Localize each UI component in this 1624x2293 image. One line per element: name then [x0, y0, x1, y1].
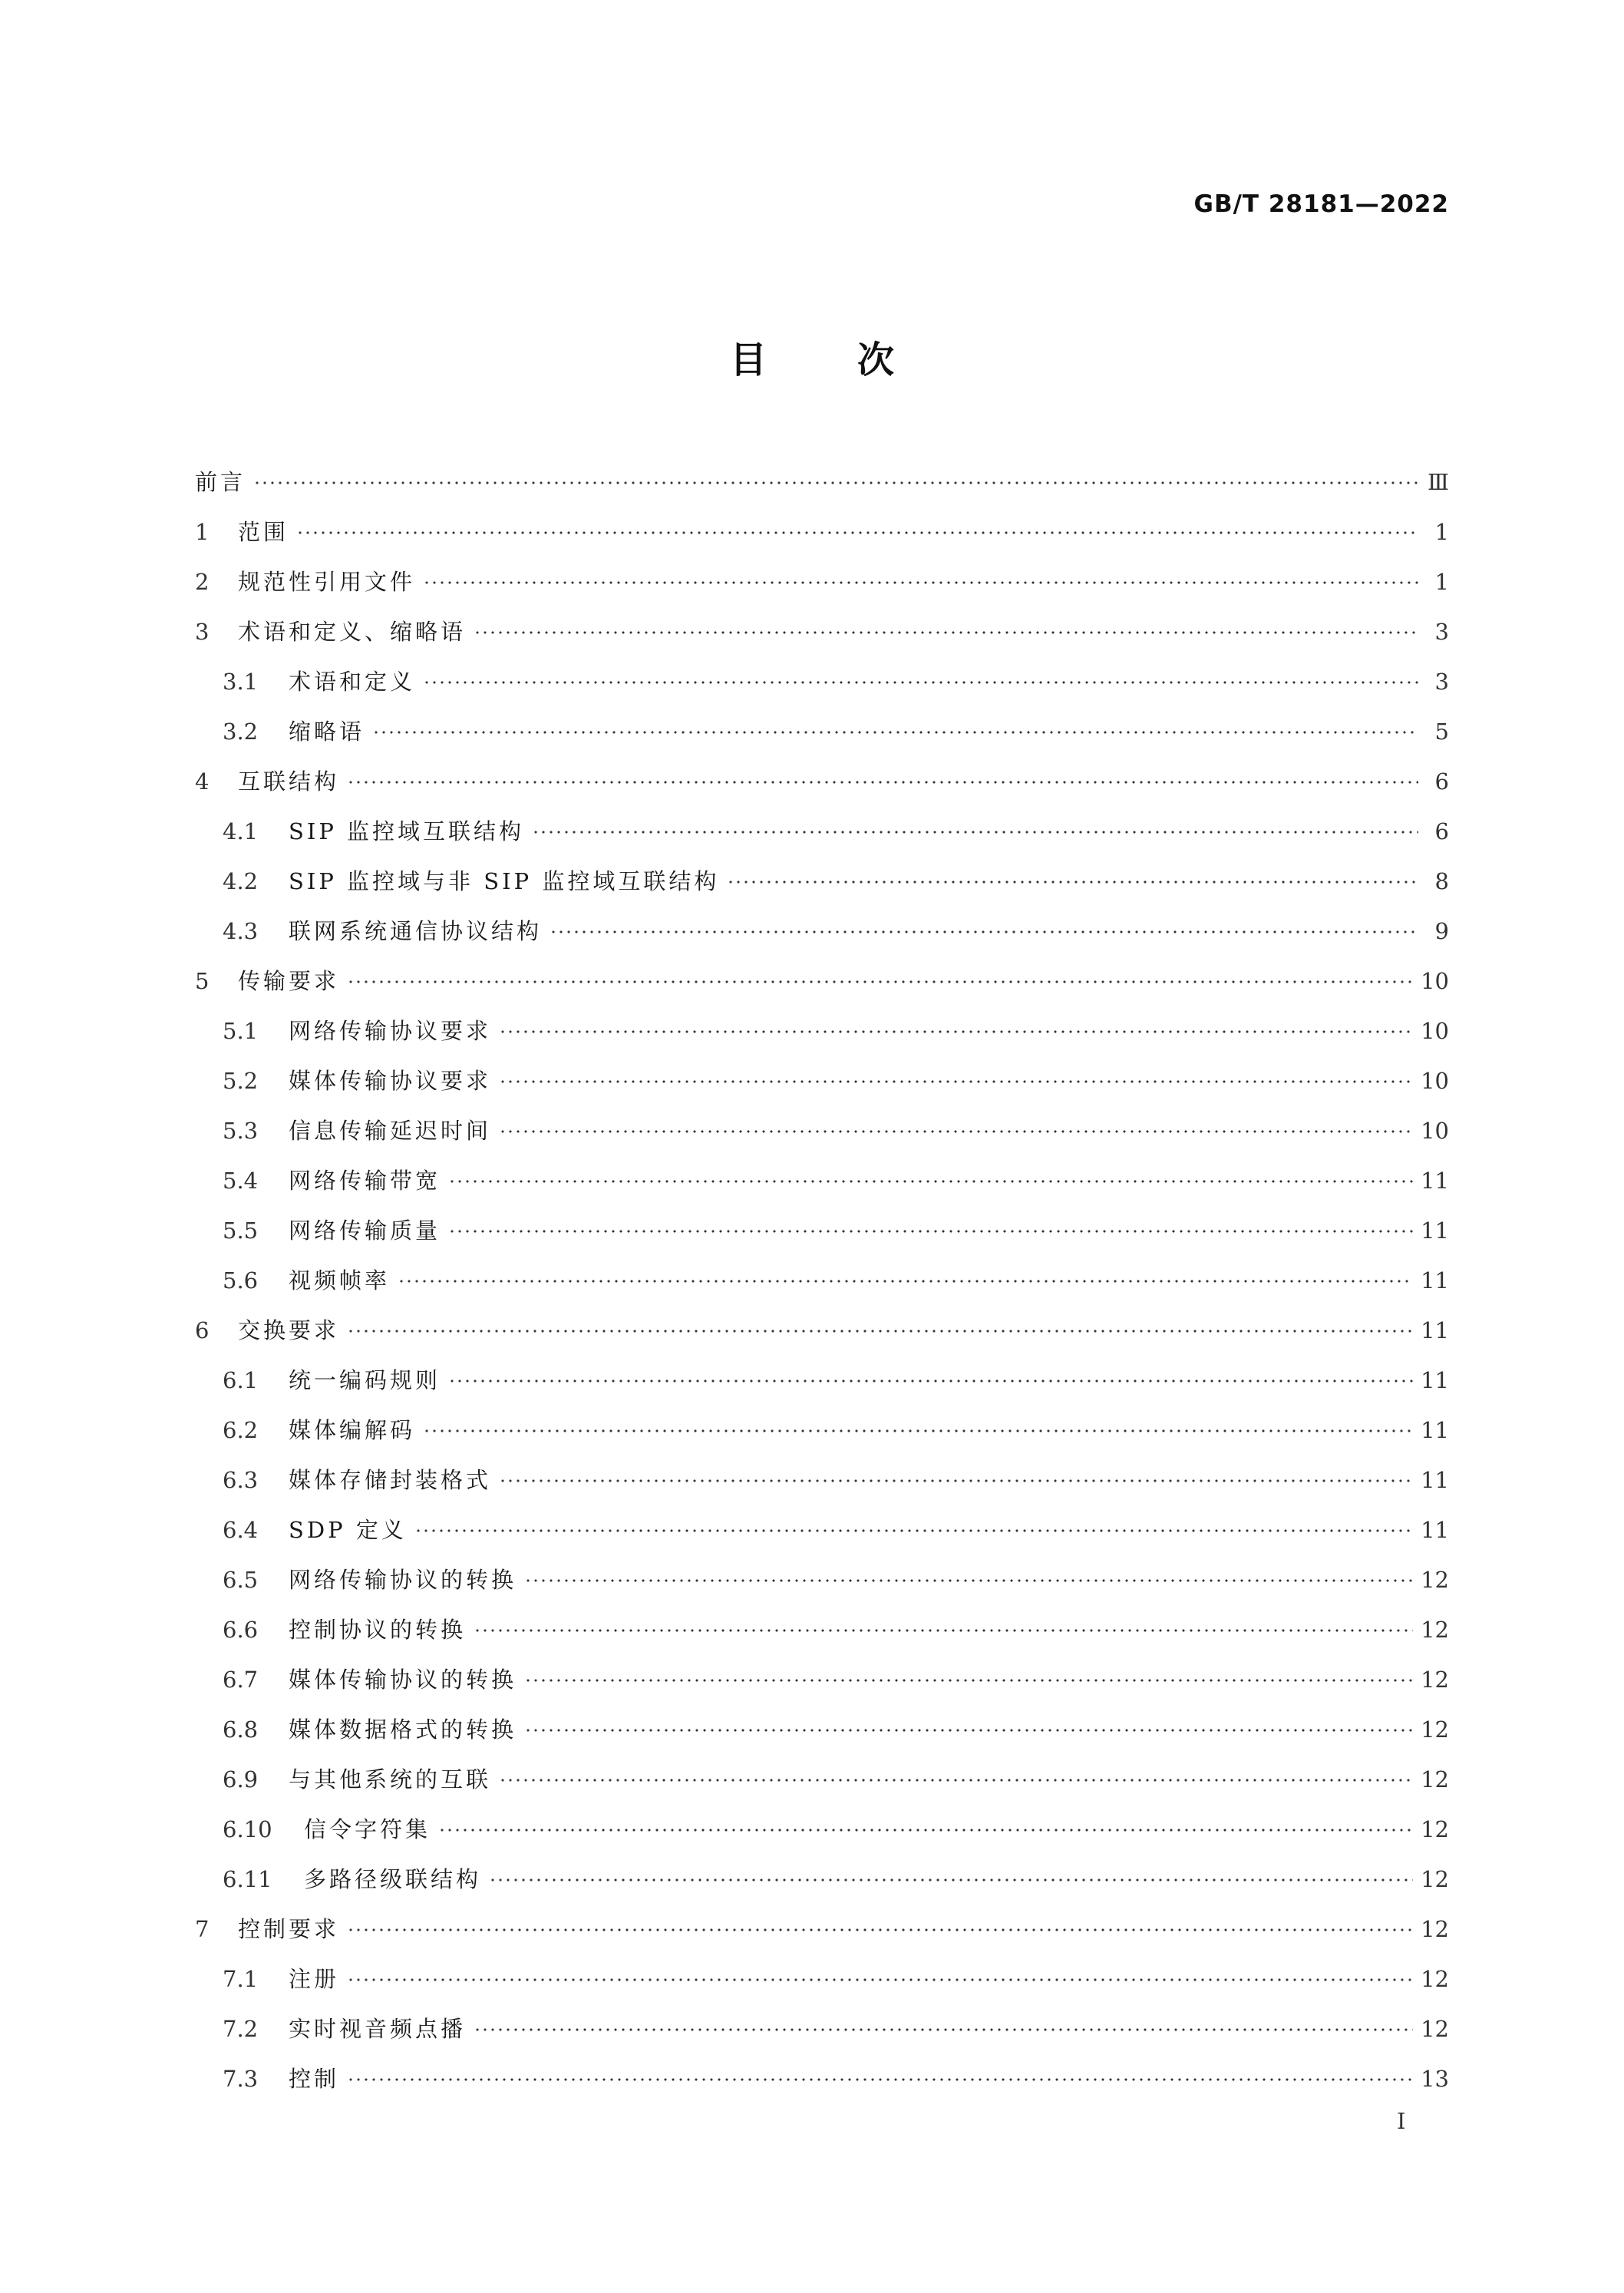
dot-leader [499, 1479, 1413, 1483]
toc-entry-label: 媒体编解码 [289, 1417, 416, 1443]
toc-entry[interactable] [195, 507, 1449, 557]
toc-entry-page: 6 [1434, 818, 1449, 844]
toc-entry-label: 互联结构 [238, 768, 340, 795]
toc-entry[interactable] [195, 1755, 1449, 1805]
toc-entry-number: 5.4 [223, 1168, 259, 1194]
toc-entry-label: 控制协议的转换 [289, 1617, 467, 1643]
dot-leader [474, 1628, 1413, 1633]
toc-entry-label: 信令字符集 [304, 1816, 431, 1842]
dot-leader [414, 1528, 1413, 1533]
toc-entry[interactable] [195, 907, 1449, 957]
toc-entry-page: 13 [1421, 2066, 1449, 2092]
toc-entry-page: 12 [1421, 1667, 1449, 1693]
toc-entry-page: 12 [1421, 1966, 1449, 1992]
toc-entry[interactable] [195, 1954, 1449, 2004]
toc-entry-number: 6 [195, 1317, 210, 1343]
toc-entry[interactable] [195, 1605, 1449, 1655]
dot-leader [438, 1828, 1413, 1832]
toc-entry-page: 12 [1421, 1816, 1449, 1842]
toc-entry-label: 网络传输带宽 [289, 1168, 441, 1194]
toc-entry-number: 3.2 [223, 719, 259, 745]
toc-entry[interactable] [195, 2004, 1449, 2054]
toc-entry-number: 7 [195, 1916, 210, 1942]
toc-entry[interactable] [195, 1406, 1449, 1455]
toc-entry-number: 2 [195, 569, 210, 595]
dot-leader [347, 1977, 1413, 1982]
toc-entry[interactable] [195, 557, 1449, 607]
dot-leader [524, 1678, 1413, 1683]
page-number: I [1397, 2108, 1406, 2134]
toc-entry[interactable] [195, 607, 1449, 657]
toc-entry-label: 控制要求 [238, 1916, 340, 1942]
toc-entry-label: 媒体存储封装格式 [289, 1467, 492, 1493]
dot-leader [489, 1878, 1413, 1882]
toc-entry-number: 6.4 [223, 1517, 259, 1543]
toc-entry-label: SIP 监控域互联结构 [289, 818, 525, 844]
dot-leader [727, 880, 1418, 884]
toc-entry-label: 媒体传输协议要求 [289, 1068, 492, 1094]
toc-entry-number: 3.1 [223, 669, 259, 695]
dot-leader [347, 1329, 1413, 1333]
toc-entry-page: 9 [1434, 918, 1449, 944]
dot-leader [499, 1029, 1413, 1034]
toc-entry[interactable] [195, 1455, 1449, 1505]
toc-entry-page: 11 [1421, 1168, 1449, 1194]
toc-entry-number: 4.1 [223, 818, 259, 844]
toc-entry-label: SDP 定义 [289, 1517, 407, 1543]
dot-leader [253, 481, 1418, 485]
toc-entry-label: 统一编码规则 [289, 1367, 441, 1393]
toc-entry-number: 4.2 [223, 868, 259, 894]
dot-leader [372, 730, 1418, 735]
toc-entry-label: 与其他系统的互联 [289, 1766, 492, 1792]
dot-leader [296, 530, 1418, 535]
toc-entry-page: 12 [1421, 1617, 1449, 1643]
toc-entry-label: 网络传输协议要求 [289, 1018, 492, 1044]
toc-entry-number: 7.2 [223, 2016, 259, 2042]
toc-entry-page: 11 [1421, 1218, 1449, 1244]
toc-entry-page: 5 [1434, 719, 1449, 745]
toc-entry-page: 12 [1421, 1567, 1449, 1593]
toc-entry-label: 网络传输协议的转换 [289, 1567, 517, 1593]
toc-entry-page: Ⅲ [1428, 469, 1449, 495]
toc-entry-number: 7.1 [223, 1966, 259, 1992]
toc-entry[interactable] [195, 1805, 1449, 1855]
toc-entry-page: 11 [1421, 1367, 1449, 1393]
toc-entry[interactable] [195, 1356, 1449, 1406]
toc-entry-number: 1 [195, 519, 210, 545]
toc-entry-page: 1 [1434, 569, 1449, 595]
toc-entry[interactable] [195, 2054, 1449, 2104]
dot-leader [347, 1928, 1413, 1932]
toc-entry-label: 前言 [195, 469, 246, 495]
toc-entry-page: 8 [1434, 868, 1449, 894]
toc-entry[interactable] [195, 1855, 1449, 1905]
dot-leader [448, 1229, 1413, 1234]
toc-entry-label: 传输要求 [238, 968, 340, 994]
toc-entry-number: 3 [195, 619, 210, 645]
toc-entry-number: 6.7 [223, 1667, 259, 1693]
toc-entry-label: 术语和定义、缩略语 [238, 619, 467, 645]
toc-entry-page: 3 [1434, 619, 1449, 645]
toc-entry[interactable] [195, 1006, 1449, 1056]
table-of-contents [195, 458, 1449, 2104]
toc-entry-label: 术语和定义 [289, 669, 416, 695]
toc-entry-page: 12 [1421, 2016, 1449, 2042]
dot-leader [550, 930, 1418, 934]
toc-entry-label: 媒体数据格式的转换 [289, 1716, 517, 1743]
toc-title [0, 330, 1624, 383]
toc-entry-page: 11 [1421, 1467, 1449, 1493]
toc-entry-page: 12 [1421, 1866, 1449, 1892]
toc-entry-label: 视频帧率 [289, 1267, 391, 1294]
toc-entry-label: 交换要求 [238, 1317, 340, 1343]
toc-title-char-1: 目 [729, 339, 767, 382]
dot-leader [423, 1429, 1413, 1433]
standard-code: GB/T 28181—2022 [1193, 190, 1449, 218]
toc-entry-page: 1 [1434, 519, 1449, 545]
toc-entry-number: 5.6 [223, 1267, 259, 1294]
toc-entry-number: 6.8 [223, 1716, 259, 1743]
dot-leader [448, 1379, 1413, 1383]
toc-entry-page: 12 [1421, 1716, 1449, 1743]
toc-entry-page: 3 [1434, 669, 1449, 695]
toc-entry-label: 联网系统通信协议结构 [289, 918, 543, 944]
dot-leader [423, 580, 1418, 585]
dot-leader [524, 1578, 1413, 1583]
toc-entry-number: 5 [195, 968, 210, 994]
toc-entry-label: 信息传输延迟时间 [289, 1118, 492, 1144]
toc-entry-label: 缩略语 [289, 719, 365, 745]
toc-entry-number: 5.5 [223, 1218, 259, 1244]
toc-entry-label: 实时视音频点播 [289, 2016, 467, 2042]
toc-entry[interactable] [195, 1655, 1449, 1705]
toc-entry-page: 12 [1421, 1916, 1449, 1942]
toc-entry-page: 11 [1421, 1417, 1449, 1443]
dot-leader [474, 2027, 1413, 2032]
toc-entry-number: 5.2 [223, 1068, 259, 1094]
toc-entry-number: 6.5 [223, 1567, 259, 1593]
toc-entry-page: 11 [1421, 1317, 1449, 1343]
toc-entry[interactable] [195, 1206, 1449, 1256]
toc-entry-label: 注册 [289, 1966, 340, 1992]
toc-entry-label: 多路径级联结构 [304, 1866, 482, 1892]
toc-entry-page: 6 [1434, 768, 1449, 795]
toc-entry-number: 6.11 [223, 1866, 272, 1892]
toc-entry[interactable] [195, 1705, 1449, 1755]
toc-entry[interactable] [195, 1905, 1449, 1954]
toc-entry-label: SIP 监控域与非 SIP 监控域互联结构 [289, 868, 720, 894]
dot-leader [347, 780, 1418, 785]
toc-entry-number: 6.9 [223, 1766, 259, 1792]
dot-leader [448, 1179, 1413, 1184]
toc-entry-number: 5.1 [223, 1018, 259, 1044]
toc-entry[interactable] [195, 1106, 1449, 1156]
toc-entry-label: 规范性引用文件 [238, 569, 416, 595]
toc-entry-page: 10 [1421, 968, 1449, 994]
toc-entry-number: 5.3 [223, 1118, 259, 1144]
dot-leader [524, 1728, 1413, 1733]
toc-entry[interactable] [195, 1505, 1449, 1555]
toc-entry[interactable] [195, 757, 1449, 807]
toc-entry[interactable] [195, 1555, 1449, 1605]
toc-entry[interactable] [195, 458, 1449, 507]
dot-leader [347, 2077, 1413, 2082]
toc-entry-number: 4 [195, 768, 210, 795]
dot-leader [499, 1129, 1413, 1134]
toc-entry-page: 10 [1421, 1118, 1449, 1144]
toc-title-char-2: 次 [857, 339, 895, 382]
dot-leader [499, 1778, 1413, 1783]
toc-entry-page: 11 [1421, 1267, 1449, 1294]
toc-entry[interactable] [195, 857, 1449, 907]
dot-leader [423, 680, 1418, 685]
toc-entry[interactable] [195, 657, 1449, 707]
dot-leader [499, 1079, 1413, 1084]
toc-entry[interactable] [195, 957, 1449, 1006]
toc-entry[interactable] [195, 1056, 1449, 1106]
dot-leader [347, 980, 1413, 984]
toc-entry[interactable] [195, 1156, 1449, 1206]
toc-entry[interactable] [195, 1306, 1449, 1356]
toc-entry-label: 网络传输质量 [289, 1218, 441, 1244]
toc-entry-number: 6.1 [223, 1367, 259, 1393]
toc-entry-number: 6.10 [223, 1816, 272, 1842]
dot-leader [474, 630, 1418, 635]
toc-entry[interactable] [195, 1256, 1449, 1306]
toc-entry-number: 7.3 [223, 2066, 259, 2092]
toc-entry-page: 11 [1421, 1517, 1449, 1543]
toc-entry-label: 范围 [238, 519, 289, 545]
toc-entry[interactable] [195, 807, 1449, 857]
toc-entry-number: 6.2 [223, 1417, 259, 1443]
toc-entry-number: 6.3 [223, 1467, 259, 1493]
toc-entry-number: 4.3 [223, 918, 259, 944]
toc-entry-page: 10 [1421, 1068, 1449, 1094]
toc-entry[interactable] [195, 707, 1449, 757]
dot-leader [532, 830, 1418, 834]
toc-entry-page: 10 [1421, 1018, 1449, 1044]
toc-entry-page: 12 [1421, 1766, 1449, 1792]
dot-leader [398, 1279, 1413, 1284]
toc-entry-number: 6.6 [223, 1617, 259, 1643]
toc-entry-label: 媒体传输协议的转换 [289, 1667, 517, 1693]
toc-entry-label: 控制 [289, 2066, 340, 2092]
